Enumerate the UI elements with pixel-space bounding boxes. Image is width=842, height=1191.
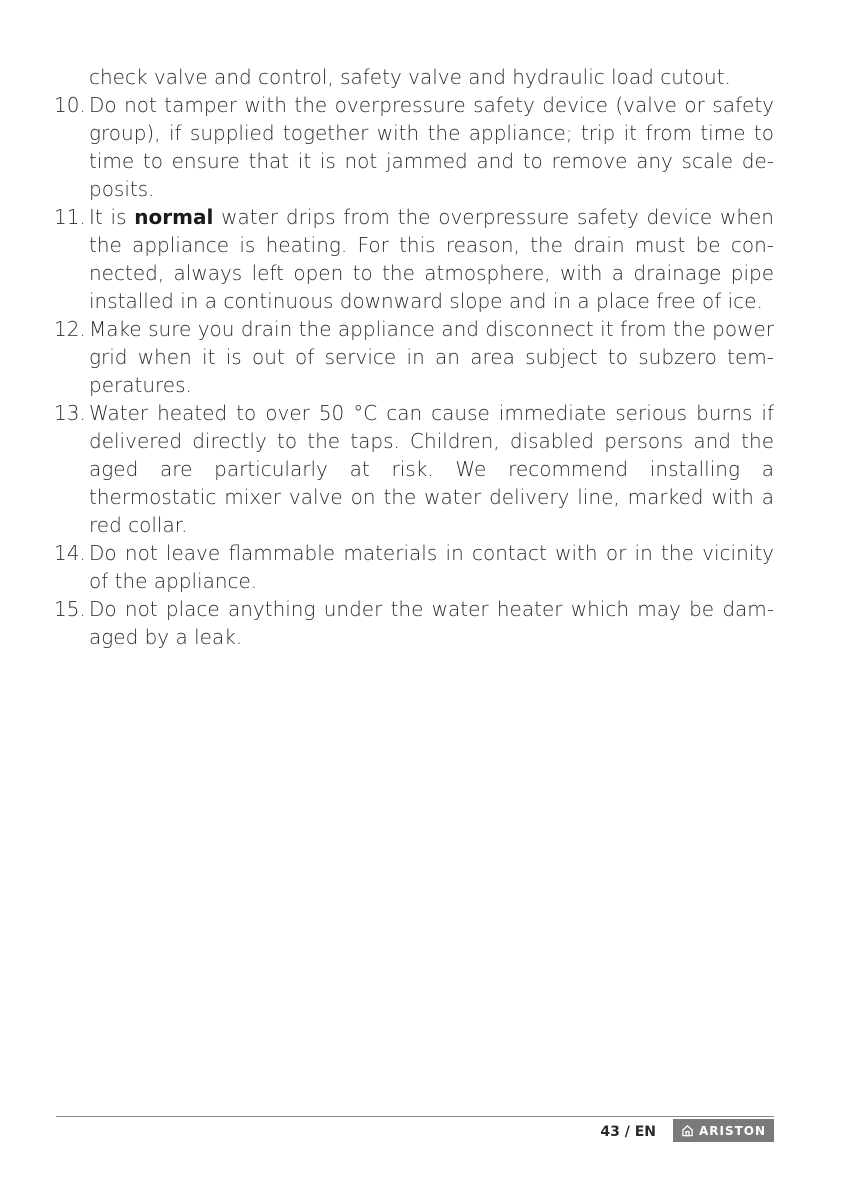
safety-instructions-list bbox=[56, 91, 774, 651]
list-item-14 bbox=[56, 539, 774, 595]
item-number: 10. bbox=[54, 93, 86, 117]
item-text-after: water drips from the overpressure safety device when the appliance is heating. For this reason, the drain must be connected, always left open to the atmosphere, with a drainage pipe installed in a continuous downward slope and in a place free of ice. bbox=[89, 205, 774, 313]
item-emphasis: normal bbox=[134, 205, 214, 229]
page-number: 43 / EN bbox=[600, 1124, 656, 1140]
item-text: Make sure you drain the appliance and disconnect it from the power grid when it is out of service in an area subject to subzero temperatures. bbox=[89, 317, 774, 397]
item-number: 11. bbox=[54, 205, 86, 229]
list-item-11 bbox=[56, 203, 774, 315]
brand-logo bbox=[673, 1119, 774, 1142]
list-item-15 bbox=[56, 595, 774, 651]
item-text-before: It is bbox=[89, 205, 135, 229]
list-item-12 bbox=[56, 315, 774, 399]
item-number: 13. bbox=[54, 401, 86, 425]
item-text: Water heated to over 50 °C can cause immediate serious burns if delivered directly to the taps. Children, disabled persons and the aged are particularly at risk. We recommend installing a thermostatic mixer valve on the water delivery line, marked with a red collar. bbox=[89, 401, 774, 537]
brand-name: ARISTON bbox=[698, 1123, 767, 1138]
item-number: 14. bbox=[54, 541, 86, 565]
list-item-10 bbox=[56, 91, 774, 203]
continued-item-text: check valve and control, safety valve and hydraulic load cutout. bbox=[89, 65, 731, 89]
item-text: Do not tamper with the overpressure safety device (valve or safety group), if supplied together with the appliance; trip it from time to time to ensure that it is not jammed and to remove any scale deposits. bbox=[89, 93, 774, 201]
item-number: 15. bbox=[54, 597, 86, 621]
item-text: Do not place anything under the water heater which may be damaged by a leak. bbox=[89, 597, 774, 649]
item-text: Do not leave flammable materials in contact with or in the vicinity of the appliance. bbox=[89, 541, 774, 593]
list-item-13 bbox=[56, 399, 774, 539]
document-body bbox=[56, 63, 774, 651]
item-number: 12. bbox=[54, 317, 86, 341]
house-logo-icon bbox=[681, 1124, 694, 1137]
footer-divider bbox=[56, 1116, 774, 1117]
